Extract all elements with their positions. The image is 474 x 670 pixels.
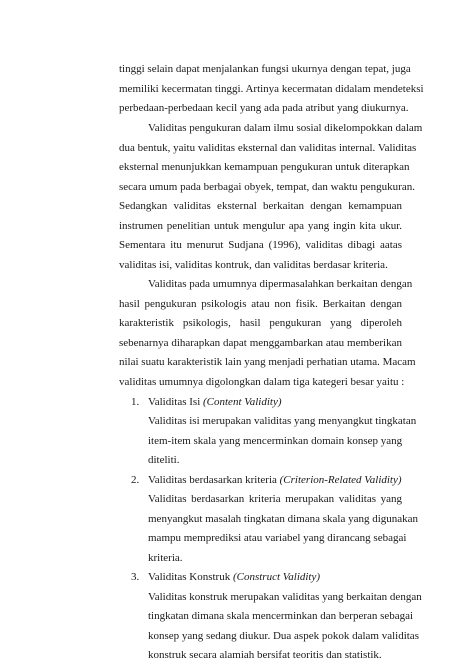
paragraph-line: Validitas pengukuran dalam ilmu sosial dikelompokkan dalam xyxy=(148,122,423,134)
paragraph-line: tinggi selain dapat menjalankan fungsi ukurnya dengan tepat, juga xyxy=(119,63,411,75)
paragraph-line: Validitas pada umumnya dipermasalahkan berkaitan dengan xyxy=(148,278,413,290)
list-item-line: konsep yang sedang diukur. Dua aspek pokok dalam validitas xyxy=(148,630,419,642)
paragraph-line: validitas umumnya digolongkan dalam tiga kategeri besar yaitu : xyxy=(119,376,405,388)
paragraph-line: dua bentuk, yaitu validitas eksternal dan validitas internal. Validitas xyxy=(119,142,417,154)
list-item-line: konstruk secara alamiah bersifat teoritis dan statistik. xyxy=(148,649,382,661)
list-item-line: kriteria. xyxy=(148,552,183,564)
list-item-line: menyangkut masalah tingkatan dimana skala yang digunakan xyxy=(148,513,419,525)
list-item-line: Validitas berdasarkan kriteria merupakan validitas yang xyxy=(148,493,402,505)
list-item-line: diteliti. xyxy=(148,454,180,466)
list-item-number: 2. xyxy=(131,474,140,486)
paragraph-line: hasil pengukuran psikologis atau non fisik. Berkaitan dengan xyxy=(119,298,402,310)
paragraph-line: sebenarnya diharapkan dapat menggambarkan atau memberikan xyxy=(119,337,402,349)
paragraph-line: instrumen penelitian untuk mengulur apa yang ingin kita ukur. xyxy=(119,220,402,232)
list-item-line: Validitas isi merupakan validitas yang menyangkut tingkatan xyxy=(148,415,417,427)
list-item-number: 3. xyxy=(131,571,140,583)
list-item-title: Validitas Isi (Content Validity) xyxy=(148,396,282,408)
list-item-line: tingkatan dimana skala mencerminkan dan berperan sebagai xyxy=(148,610,414,622)
list-item-number: 1. xyxy=(131,396,140,408)
paragraph-line: secara umum pada berbagai obyek, tempat, dan waktu pengukuran. xyxy=(119,181,415,193)
paragraph-line: memiliki kecermatan tinggi. Artinya kecermatan didalam mendeteksi xyxy=(119,83,424,95)
list-item-title: Validitas berdasarkan kriteria (Criterion-Related Validity) xyxy=(148,474,402,486)
paragraph-line: Sementara itu menurut Sudjana (1996), validitas dibagi aatas xyxy=(119,239,402,251)
paragraph-line: nilai suatu karakteristik lain yang menjadi perhatian utama. Macam xyxy=(119,356,416,368)
paragraph-line: perbedaan-perbedaan kecil yang ada pada atribut yang diukurnya. xyxy=(119,102,409,114)
list-item-line: mampu memprediksi atau variabel yang dirancang sebagai xyxy=(148,532,407,544)
paragraph-line: validitas isi, validitas kontruk, dan validitas berdasar kriteria. xyxy=(119,259,388,271)
list-item-line: item-item skala yang mencerminkan domain konsep yang xyxy=(148,435,403,447)
paragraph-line: karakteristik psikologis, hasil pengukuran yang diperoleh xyxy=(119,317,402,329)
list-item-title: Validitas Konstruk (Construct Validity) xyxy=(148,571,321,583)
list-item-line: Validitas konstruk merupakan validitas yang berkaitan dengan xyxy=(148,591,422,603)
paragraph-line: eksternal menunjukkan kemampuan pengukuran untuk diterapkan xyxy=(119,161,410,173)
paragraph-line: Sedangkan validitas eksternal berkaitan dengan kemampuan xyxy=(119,200,402,212)
